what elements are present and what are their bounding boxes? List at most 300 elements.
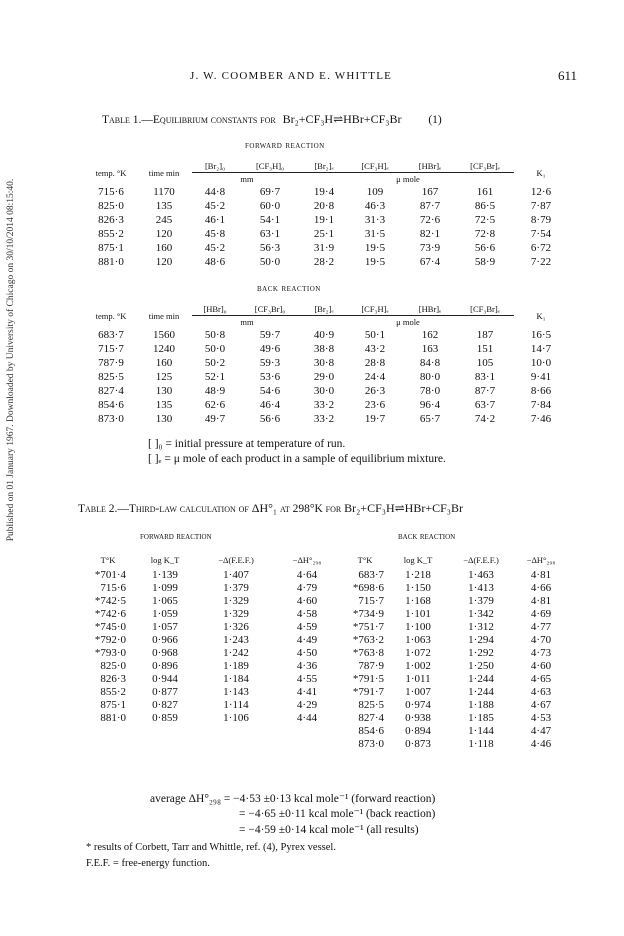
- table-cell: 4·63: [530, 685, 552, 698]
- table-cell: *763·2: [352, 633, 384, 646]
- table-cell: 8·66: [530, 385, 552, 397]
- table-cell: 787·9: [358, 659, 384, 672]
- table-cell: 0·859: [152, 711, 178, 724]
- table-cell: 50·0: [259, 256, 281, 268]
- column-header: [HBr]ₑ: [404, 303, 456, 316]
- table-cell: 7·46: [530, 413, 552, 425]
- table-cell: 125: [155, 371, 173, 383]
- table-cell: 4·69: [530, 607, 552, 620]
- table-row: [86, 356, 568, 370]
- table-cell: 72·5: [474, 214, 496, 226]
- table-cell: 875·1: [100, 698, 126, 711]
- table-cell: 1·379: [223, 581, 249, 594]
- table-cell: 4·81: [530, 568, 552, 581]
- table-cell: 1·243: [223, 633, 249, 646]
- table-row: [342, 607, 568, 620]
- table-cell: 7·84: [530, 399, 552, 411]
- table-cell: 1·326: [223, 620, 249, 633]
- back-header-row: [86, 303, 568, 316]
- table-cell: 63·1: [259, 228, 281, 240]
- table-cell: 26·3: [364, 385, 386, 397]
- table-cell: 83·1: [474, 371, 496, 383]
- column-header: [CF₃H]₀: [238, 160, 302, 173]
- column-header: [CF₃Br]₀: [238, 303, 302, 316]
- table-cell: 4·73: [530, 646, 552, 659]
- table-cell: 1·185: [468, 711, 494, 724]
- table-cell: 1240: [153, 343, 175, 355]
- table-cell: 1·059: [152, 607, 178, 620]
- table-row: [86, 185, 568, 199]
- table-cell: 50·0: [204, 343, 226, 355]
- table-cell: 873·0: [358, 737, 384, 750]
- table-cell: 78·0: [419, 385, 441, 397]
- table-cell: 1·244: [468, 672, 494, 685]
- table-cell: 787·9: [98, 357, 124, 369]
- column-header: [Br₂]ₑ: [302, 160, 346, 173]
- table-row: [86, 607, 342, 620]
- table-row: [342, 568, 568, 581]
- forward-reaction-title: forward reaction: [245, 140, 325, 151]
- table-cell: *701·4: [94, 568, 126, 581]
- table-cell: 1170: [153, 186, 175, 198]
- table-cell: 1·100: [405, 620, 431, 633]
- table-cell: 4·59: [296, 620, 318, 633]
- table-cell: 30·0: [313, 385, 335, 397]
- column-header: −Δ(F.E.F.): [218, 555, 254, 565]
- table-cell: 0·877: [152, 685, 178, 698]
- table-cell: 10·0: [530, 357, 552, 369]
- table-row: [86, 659, 342, 672]
- table1-caption-label: Table 1.—Equilibrium constants for: [102, 114, 276, 126]
- table-cell: 28·2: [313, 256, 335, 268]
- table-cell: 825·0: [98, 200, 124, 212]
- table-cell: 1·168: [405, 594, 431, 607]
- column-header: −ΔH°₂₉₈: [292, 555, 322, 565]
- table-cell: 1·143: [223, 685, 249, 698]
- table-cell: 105: [476, 357, 494, 369]
- table-row: [342, 659, 568, 672]
- column-header: [CF₃H]ₑ: [346, 303, 404, 316]
- table-row: [86, 398, 568, 412]
- equation-number: (1): [428, 114, 442, 126]
- table-row: [86, 213, 568, 227]
- table-cell: 53·6: [259, 371, 281, 383]
- page-number: 611: [558, 68, 578, 83]
- table-row: [86, 412, 568, 426]
- table-cell: 96·4: [419, 399, 441, 411]
- table2-back-body: [342, 568, 568, 750]
- table-cell: 1·292: [468, 646, 494, 659]
- table-cell: 1·063: [405, 633, 431, 646]
- table-cell: *792·0: [94, 633, 126, 646]
- table-cell: 31·5: [364, 228, 386, 240]
- table-cell: 82·1: [419, 228, 441, 240]
- table-cell: 54·1: [259, 214, 281, 226]
- table-cell: 160: [155, 357, 173, 369]
- table-cell: 1·250: [468, 659, 494, 672]
- table-cell: 1·218: [405, 568, 431, 581]
- table-cell: 245: [155, 214, 173, 226]
- table-row: [86, 581, 342, 594]
- table-cell: 881·0: [100, 711, 126, 724]
- table-row: [342, 633, 568, 646]
- table-cell: 4·44: [296, 711, 318, 724]
- table-cell: 135: [155, 399, 173, 411]
- table-cell: 38·8: [313, 343, 335, 355]
- table-cell: 72·8: [474, 228, 496, 240]
- table-row: [342, 698, 568, 711]
- table-cell: 135: [155, 200, 173, 212]
- table-row: [86, 620, 342, 633]
- table-cell: 63·7: [474, 399, 496, 411]
- table-row: [86, 698, 342, 711]
- table-cell: 4·60: [296, 594, 318, 607]
- table-cell: 86·5: [474, 200, 496, 212]
- column-header: log K_T: [150, 555, 180, 565]
- table-cell: *763·8: [352, 646, 384, 659]
- table-cell: *791·5: [352, 672, 384, 685]
- table-row: [86, 685, 342, 698]
- column-header: [HBr]ₑ: [404, 160, 456, 173]
- table-cell: 120: [155, 256, 173, 268]
- table-row: [86, 646, 342, 659]
- table-cell: 881·0: [98, 256, 124, 268]
- table2-caption-reaction: Br₂+CF₃H⇌HBr+CF₃Br: [344, 501, 463, 515]
- table-cell: 59·3: [259, 357, 281, 369]
- table-cell: 130: [155, 413, 173, 425]
- column-header: T°K: [357, 555, 373, 565]
- table-cell: 825·5: [98, 371, 124, 383]
- table-cell: 0·968: [152, 646, 178, 659]
- table-row: [342, 685, 568, 698]
- table-cell: 120: [155, 228, 173, 240]
- table2-caption-at: at 298°K for: [280, 503, 342, 515]
- note-initial-pressure: [ ]₀ = initial pressure at temperature of run.: [148, 438, 346, 450]
- table-cell: 855·2: [98, 228, 124, 240]
- column-header: [HBr]₀: [192, 303, 238, 316]
- table-cell: 59·7: [259, 329, 281, 341]
- table-cell: 854·6: [358, 724, 384, 737]
- table-cell: 28·8: [364, 357, 386, 369]
- table-row: [86, 672, 342, 685]
- unit-mole: μ mole: [396, 174, 420, 184]
- table-cell: 74·2: [474, 413, 496, 425]
- table-cell: 67·4: [419, 256, 441, 268]
- table-cell: 20·8: [313, 200, 335, 212]
- table-cell: 1·106: [223, 711, 249, 724]
- table-cell: 1·413: [468, 581, 494, 594]
- table-cell: 46·3: [364, 200, 386, 212]
- table-cell: 33·2: [313, 399, 335, 411]
- table-cell: 825·5: [358, 698, 384, 711]
- table-cell: 58·9: [474, 256, 496, 268]
- table-cell: 715·7: [358, 594, 384, 607]
- table-cell: 0·894: [405, 724, 431, 737]
- table-cell: 1·150: [405, 581, 431, 594]
- table-row: [342, 737, 568, 750]
- table-row: [86, 633, 342, 646]
- table-cell: 1·007: [405, 685, 431, 698]
- table-cell: 44·8: [204, 186, 226, 198]
- unit-mole: μ mole: [396, 317, 420, 327]
- table-cell: 854·6: [98, 399, 124, 411]
- table-cell: *745·0: [94, 620, 126, 633]
- table2-forward-title: forward reaction: [140, 532, 212, 542]
- column-header: [CF₃Br]ₑ: [456, 160, 514, 173]
- table-cell: 19·5: [364, 256, 386, 268]
- table-row: [86, 384, 568, 398]
- table-cell: 1·184: [223, 672, 249, 685]
- table-cell: 715·6: [100, 581, 126, 594]
- table-cell: 45·2: [204, 200, 226, 212]
- table-cell: 24·4: [364, 371, 386, 383]
- table-cell: *742·6: [94, 607, 126, 620]
- table-cell: 1·065: [152, 594, 178, 607]
- table-cell: 4·60: [530, 659, 552, 672]
- footnote-corbett: * results of Corbett, Tarr and Whittle, ref. (4), Pyrex vessel.: [86, 842, 336, 853]
- table-cell: 9·41: [530, 371, 552, 383]
- table-cell: *698·6: [352, 581, 384, 594]
- table-cell: 1·189: [223, 659, 249, 672]
- table-cell: 4·55: [296, 672, 318, 685]
- unit-mm: mm: [240, 174, 254, 184]
- running-head: J. W. COOMBER AND E. WHITTLE: [190, 70, 393, 82]
- table-cell: *791·7: [352, 685, 384, 698]
- back-table-body: [86, 328, 568, 426]
- table-cell: 187: [476, 329, 494, 341]
- footnote-fef: F.E.F. = free-energy function.: [86, 858, 210, 869]
- table-cell: 1·002: [405, 659, 431, 672]
- table-cell: 1·101: [405, 607, 431, 620]
- table-cell: 69·7: [259, 186, 281, 198]
- average-all: = −4·59 ±0·14 kcal mole⁻¹ (all results): [239, 824, 419, 836]
- table-cell: 109: [366, 186, 384, 198]
- table-cell: 73·9: [419, 242, 441, 254]
- table2-back-title: back reaction: [398, 532, 456, 542]
- table-cell: 827·4: [358, 711, 384, 724]
- column-header: log K_T: [403, 555, 433, 565]
- table-row: [86, 227, 568, 241]
- table-cell: 49·7: [204, 413, 226, 425]
- table2-caption: [78, 501, 463, 516]
- table-cell: 160: [155, 242, 173, 254]
- table-cell: 1·342: [468, 607, 494, 620]
- column-header: [CF₃Br]ₑ: [456, 303, 514, 316]
- table-cell: 855·2: [100, 685, 126, 698]
- table-cell: 56·3: [259, 242, 281, 254]
- table-cell: 1·407: [223, 568, 249, 581]
- table-cell: 826·3: [98, 214, 124, 226]
- table-cell: 46·4: [259, 399, 281, 411]
- table-cell: 33·2: [313, 413, 335, 425]
- column-header: K₁: [536, 310, 546, 321]
- table-cell: 827·4: [98, 385, 124, 397]
- table-cell: 873·0: [98, 413, 124, 425]
- table-cell: 87·7: [419, 200, 441, 212]
- table-cell: 4·36: [296, 659, 318, 672]
- table-cell: 60·0: [259, 200, 281, 212]
- table-cell: 715·7: [98, 343, 124, 355]
- table-cell: 1·312: [468, 620, 494, 633]
- table-row: [342, 594, 568, 607]
- back-equilibrium-table: [86, 303, 568, 426]
- table-cell: 4·41: [296, 685, 318, 698]
- table-cell: 45·8: [204, 228, 226, 240]
- table-cell: 31·3: [364, 214, 386, 226]
- table-cell: 4·64: [296, 568, 318, 581]
- table-cell: 40·9: [313, 329, 335, 341]
- column-header: [Br₂]ₑ: [302, 303, 346, 316]
- column-header: time min: [148, 167, 180, 178]
- table-cell: 25·1: [313, 228, 335, 240]
- forward-header-row: [86, 160, 568, 173]
- table-cell: 1·188: [468, 698, 494, 711]
- table-cell: 50·2: [204, 357, 226, 369]
- table-cell: 0·896: [152, 659, 178, 672]
- table-cell: 7·22: [530, 256, 552, 268]
- table-cell: *742·5: [94, 594, 126, 607]
- table-cell: 4·46: [530, 737, 552, 750]
- table2-caption-label: Table 2.—Third-law calculation of: [78, 503, 249, 515]
- table-cell: *751·7: [352, 620, 384, 633]
- table-cell: 4·67: [530, 698, 552, 711]
- table-cell: 1·011: [405, 672, 431, 685]
- table-row: [86, 255, 568, 269]
- table-cell: 52·1: [204, 371, 226, 383]
- table-row: [342, 724, 568, 737]
- table-cell: 56·6: [259, 413, 281, 425]
- table-cell: 54·6: [259, 385, 281, 397]
- forward-equilibrium-table: [86, 160, 568, 269]
- table-cell: 48·9: [204, 385, 226, 397]
- table-cell: 167: [421, 186, 439, 198]
- table-cell: 30·8: [313, 357, 335, 369]
- average-back: = −4·65 ±0·11 kcal mole⁻¹ (back reaction): [239, 808, 436, 820]
- table-cell: 4·53: [530, 711, 552, 724]
- table-cell: 4·50: [296, 646, 318, 659]
- table-cell: 4·81: [530, 594, 552, 607]
- table1-caption: [102, 112, 442, 127]
- table-row: [86, 711, 342, 724]
- table-cell: 48·6: [204, 256, 226, 268]
- table-cell: 1·294: [468, 633, 494, 646]
- forward-table-body: [86, 185, 568, 269]
- table-row: [342, 711, 568, 724]
- table-cell: 825·0: [100, 659, 126, 672]
- table-row: [86, 568, 342, 581]
- table-cell: 162: [421, 329, 439, 341]
- table-cell: 0·827: [152, 698, 178, 711]
- table-cell: 0·873: [405, 737, 431, 750]
- table-cell: *793·0: [94, 646, 126, 659]
- download-watermark: [4, 150, 18, 570]
- table-cell: 1·379: [468, 594, 494, 607]
- table-cell: 1·139: [152, 568, 178, 581]
- column-header: temp. °K: [95, 167, 127, 178]
- table-cell: 8·79: [530, 214, 552, 226]
- table-cell: 1·242: [223, 646, 249, 659]
- table-cell: 163: [421, 343, 439, 355]
- table-cell: 130: [155, 385, 173, 397]
- table-cell: 4·58: [296, 607, 318, 620]
- column-header: −Δ(F.E.F.): [463, 555, 499, 565]
- table-cell: 23·6: [364, 399, 386, 411]
- table-cell: 161: [476, 186, 494, 198]
- table-cell: 1·118: [468, 737, 494, 750]
- table-row: [342, 581, 568, 594]
- table-cell: 1·329: [223, 594, 249, 607]
- table-cell: 84·8: [419, 357, 441, 369]
- unit-mm: mm: [240, 317, 254, 327]
- table-cell: 4·65: [530, 672, 552, 685]
- table-cell: 1560: [153, 329, 175, 341]
- table1-caption-reaction: Br₂+CF₃H⇌HBr+CF₃Br: [282, 112, 402, 126]
- table-cell: 19·7: [364, 413, 386, 425]
- table-cell: 826·3: [100, 672, 126, 685]
- table-cell: 56·6: [474, 242, 496, 254]
- table-cell: 715·6: [98, 186, 124, 198]
- back-third-law-table: [342, 552, 568, 750]
- table-cell: 4·66: [530, 581, 552, 594]
- table-cell: 6·72: [530, 242, 552, 254]
- note-equilibrium-mixture: [ ]ₑ = μ mole of each product in a sample of equilibrium mixture.: [148, 453, 446, 465]
- table-cell: 43·2: [364, 343, 386, 355]
- column-header: −ΔH°₂₉₈: [526, 555, 556, 565]
- back-reaction-title: back reaction: [257, 283, 321, 294]
- table-cell: 50·1: [364, 329, 386, 341]
- table-cell: 0·966: [152, 633, 178, 646]
- table-cell: 19·1: [313, 214, 335, 226]
- table2-forward-header-row: [86, 552, 342, 568]
- table-cell: 45·2: [204, 242, 226, 254]
- table-cell: 0·974: [405, 698, 431, 711]
- table2-back-header-row: [342, 552, 568, 568]
- table-cell: 1·114: [223, 698, 249, 711]
- table-cell: 0·938: [405, 711, 431, 724]
- table-cell: 31·9: [313, 242, 335, 254]
- table-cell: 16·5: [530, 329, 552, 341]
- table-cell: 49·6: [259, 343, 281, 355]
- table-cell: 1·244: [468, 685, 494, 698]
- table-cell: 14·7: [530, 343, 552, 355]
- forward-third-law-table: [86, 552, 342, 724]
- table2-caption-quantity: ΔH°₁: [251, 501, 278, 515]
- table-cell: 683·7: [98, 329, 124, 341]
- table-cell: 29·0: [313, 371, 335, 383]
- column-header: time min: [148, 310, 180, 321]
- table-cell: 65·7: [419, 413, 441, 425]
- table-cell: 1·329: [223, 607, 249, 620]
- table-cell: 50·8: [204, 329, 226, 341]
- table-cell: 7·87: [530, 200, 552, 212]
- table-cell: 46·1: [204, 214, 226, 226]
- table-cell: 0·944: [152, 672, 178, 685]
- table-cell: 19·5: [364, 242, 386, 254]
- table-cell: *734·9: [352, 607, 384, 620]
- table-row: [342, 672, 568, 685]
- column-header: temp. °K: [95, 310, 127, 321]
- table-cell: 62·6: [204, 399, 226, 411]
- column-header: [CF₃H]ₑ: [346, 160, 404, 173]
- table-cell: 683·7: [358, 568, 384, 581]
- table-cell: 1·099: [152, 581, 178, 594]
- table-cell: 151: [476, 343, 494, 355]
- table-row: [86, 199, 568, 213]
- table-cell: 4·29: [296, 698, 318, 711]
- table-cell: 4·49: [296, 633, 318, 646]
- average-forward: average ΔH°₂₉₈ = −4·53 ±0·13 kcal mole⁻¹ (forward reaction): [150, 793, 436, 805]
- table-cell: 1·463: [468, 568, 494, 581]
